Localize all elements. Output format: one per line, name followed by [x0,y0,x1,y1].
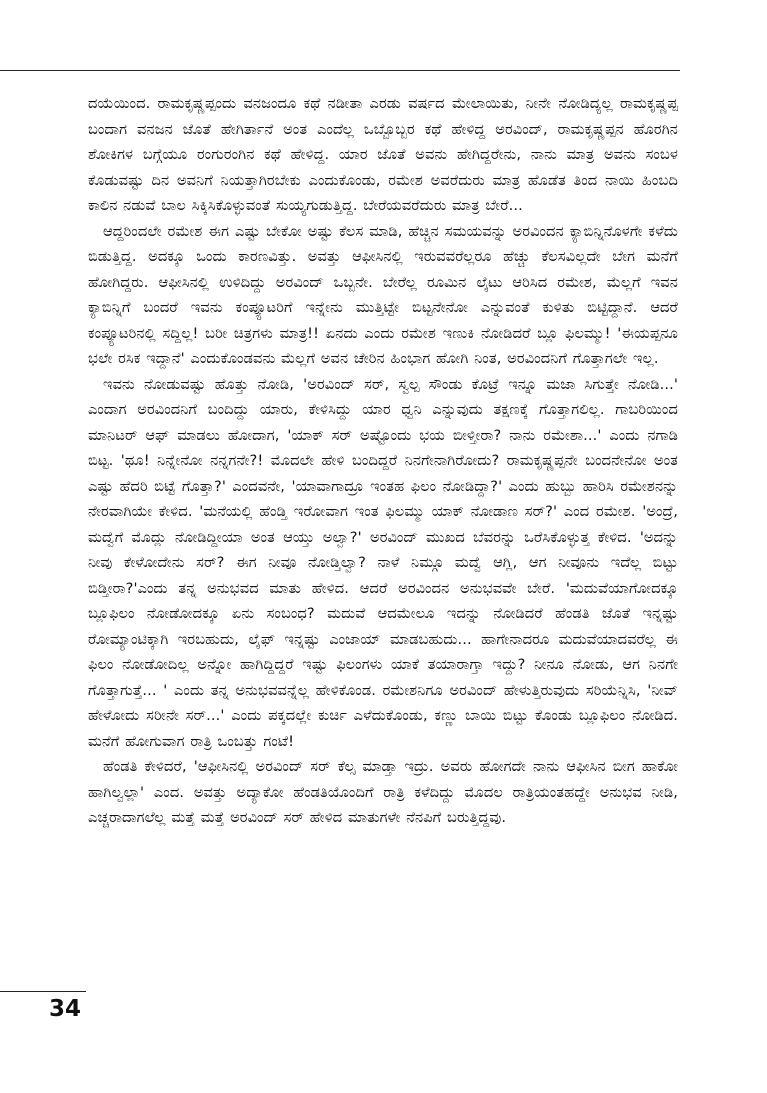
paragraph: ದಯೆಯಿಂದ. ರಾಮಕೃಷ್ಣಪ್ಪಂದು ವನಜಂದೂ ಕಥೆ ನಡೀತಾ ಎರಡು ವರ್ಷದ ಮೇಲಾಯಿತು, ನೀನೇ ನೋಡಿದ್ಯಲ್ಲ ರಾಮಕೃಷ್ಣಪ್ಪ ಬಂದಾಗ ವನಜನ ಜೊತೆ ಹೇಗಿರ್ತಾನೆ ಅಂತ ಎಂದೆಲ್ಲ ಒಬ್ಬೊಬ್ಬರ ಕಥೆ ಹೇಳಿದ್ದ ಅರವಿಂದ್, ರಾಮಕೃಷ್ಣಪ್ಪನ ಹೊರಗಿನ ಶೋಕಿಗಳ ಬಗ್ಗೆಯೂ ರಂಗುರಂಗಿನ ಕಥೆ ಹೇಳಿದ್ದ. ಯಾರ ಜೊತೆ ಅವನು ಹೇಗಿದ್ದರೇನು, ನಾನು ಮಾತ್ರ ಅವನು ಸಂಬಳ ಕೊಡುವಷ್ಟು ದಿನ ಅವನಿಗೆ ನಿಯತ್ತಾಗಿರಬೇಕು ಎಂದುಕೊಂಡು, ರಮೇಶ ಅವರೆದುರು ಮಾತ್ರ ಹೊಡೆತ ತಿಂದ ನಾಯಿ ಹಿಂಬದಿ ಕಾಲಿನ ನಡುವೆ ಬಾಲ ಸಿಕ್ಕಿಸಿಕೊಳ್ಳುವಂತೆ ಸುಯ್ಯಗುಡುತ್ತಿದ್ದ. ಬೇರೆಯವರೆದುರು ಮಾತ್ರ ಬೇರೆ... [88,95,678,214]
body-text [88,91,678,831]
paragraph: ಹೆಂಡತಿ ಕೇಳಿದರೆ, 'ಆಫೀಸಿನಲ್ಲಿ ಅರವಿಂದ್ ಸರ್ ಕೆಲ್ಸ ಮಾಡ್ತಾ ಇದ್ರು. ಅವರು ಹೋಗದೇ ನಾನು ಆಫೀಸಿನ ಬೀಗ ಹಾಕೋ ಹಾಗಿಲ್ವಲ್ಲಾ' ಎಂದ. ಅವತ್ತು ಅದ್ಯಾಕೋ ಹೆಂಡತಿಯೊಂದಿಗೆ ರಾತ್ರಿ ಕಳೆದಿದ್ದು ಮೊದಲ ರಾತ್ರಿಯಂತಹದ್ದೇ ಅನುಭವ ನೀಡಿ, ಎಚ್ಚರಾದಾಗಲೆಲ್ಲ ಮತ್ತೆ ಮತ್ತೆ ಅರವಿಂದ್ ಸರ್ ಹೇಳಿದ ಮಾತುಗಳೇ ನೆನಪಿಗೆ ಬರುತ್ತಿದ್ದವು. [88,758,678,826]
page-number: 34 [49,996,82,1022]
header-rule [0,70,680,71]
paragraph: ಆದ್ದರಿಂದಲೇ ರಮೇಶ ಈಗ ಎಷ್ಟು ಬೇಕೋ ಅಷ್ಟು ಕೆಲಸ ಮಾಡಿ, ಹೆಚ್ಚಿನ ಸಮಯವನ್ನು ಅರವಿಂದನ ಕ್ಯಾಬಿನ್ನಿನೊಳಗೇ ಕಳೆದು ಬಿಡುತ್ತಿದ್ದ. ಅದಕ್ಕೂ ಒಂದು ಕಾರಣವಿತ್ತು. ಅವತ್ತು ಆಫೀಸಿನಲ್ಲಿ ಇರುವವರೆಲ್ಲರೂ ಹೆಚ್ಚು ಕೆಲಸವಿಲ್ಲದೇ ಬೇಗ ಮನೆಗೆ ಹೋಗಿದ್ದರು. ಆಫೀಸಿನಲ್ಲಿ ಉಳಿದಿದ್ದು ಅರವಿಂದ್ ಒಬ್ಬನೇ. ಬೇರೆಲ್ಲ ರೂಮಿನ ಲೈಟು ಆರಿಸಿದ ರಮೇಶ, ಮೆಲ್ಲಗೆ ಇವನ ಕ್ಯಾಬಿನ್ನಿಗೆ ಬಂದರೆ ಇವನು ಕಂಪ್ಯೂಟರಿಗೆ ಇನ್ನೇನು ಮುತ್ತಿಟ್ಟೇ ಬಿಟ್ಟನೇನೋ ಎನ್ನುವಂತೆ ಕುಳಿತು ಬಿಟ್ಟಿದ್ದಾನೆ. ಆದರೆ ಕಂಪ್ಯೂಟರಿನಲ್ಲಿ ಸದ್ದಿಲ್ಲ! ಬರೀ ಚಿತ್ರಗಳು ಮಾತ್ರ!! ಏನದು ಎಂದು ರಮೇಶ ಇಣುಕಿ ನೋಡಿದರೆ ಬ್ಲೂ ಫಿಲಮ್ಮು! 'ಈಯಪ್ಪನೂ ಭಲೇ ರಸಿಕ ಇದ್ದಾನೆ' ಎಂದುಕೊಂಡವನು ಮೆಲ್ಲಗೆ ಅವನ ಚೇರಿನ ಹಿಂಭಾಗ ಹೋಗಿ ನಿಂತ, ಅರವಿಂದನಿಗೆ ಗೊತ್ತಾಗಲೇ ಇಲ್ಲ. [88,222,678,367]
footer-rule [0,991,86,992]
paragraph: ಇವನು ನೋಡುವಷ್ಟು ಹೊತ್ತು ನೋಡಿ, 'ಅರವಿಂದ್ ಸರ್, ಸ್ವಲ್ಪ ಸೌಂಡು ಕೊಟ್ರೆ ಇನ್ನೂ ಮಜಾ ಸಿಗುತ್ತೇ ನೋಡಿ...' ಎಂದಾಗ ಅರವಿಂದನಿಗೆ ಬಂದಿದ್ದು ಯಾರು, ಕೇಳಿಸಿದ್ದು ಯಾರ ಧ್ವನಿ ಎನ್ನುವುದು ತಕ್ಷಣಕ್ಕೆ ಗೊತ್ತಾಗಲಿಲ್ಲ. ಗಾಬರಿಯಿಂದ ಮಾನಿಟರ್ ಆಫ್ ಮಾಡಲು ಹೋದಾಗ, 'ಯಾಕ್ ಸರ್ ಅಷ್ಟೊಂದು ಭಯ ಬೀಳ್ತೀರಾ? ನಾನು ರಮೇಶಾ...' ಎಂದು ನಗಾಡಿ ಬಿಟ್ಟ. 'ಥೂ! ನಿನ್ನೇನೋ ನನ್ನಗನೇ?! ಮೊದಲೇ ಹೇಳಿ ಬಂದಿದ್ದರೆ ನಿನಗೇನಾಗಿರೋದು? ರಾಮಕೃಷ್ಣಪ್ಪನೇ ಬಂದನೇನೋ ಅಂತ ಎಷ್ಟು ಹೆದರಿ ಬಿಟ್ಟೆ ಗೊತ್ತಾ?' ಎಂದವನೇ, 'ಯಾವಾಗಾದ್ರೂ ಇಂತಹ ಫಿಲಂ ನೋಡಿದ್ದಾ?' ಎಂದು ಹುಬ್ಬು ಹಾರಿಸಿ ರಮೇಶನನ್ನು ನೇರವಾಗಿಯೇ ಕೇಳಿದ. 'ಮನೆಯಲ್ಲಿ ಹೆಂಡ್ತಿ ಇರೋವಾಗ ಇಂತ ಫಿಲಮ್ಮು ಯಾಕ್ ನೋಡಾಣ ಸರ್?' ಎಂದ ರಮೇಶ. 'ಅಂದ್ರೆ, ಮದ್ವೆಗೆ ಮೊದ್ಲು ನೋಡಿದ್ದೀಯಾ ಅಂತ ಆಯ್ತು ಅಲ್ವಾ?' ಅರವಿಂದ್ ಮುಖದ ಬೆವರನ್ನು ಒರೆಸಿಕೊಳ್ಳುತ್ತ ಕೇಳಿದ. 'ಅದನ್ನು ನೀವು ಕೇಳೋದೇನು ಸರ್? ಈಗ ನೀವೂ ನೋಡ್ತಿಲ್ವಾ? ನಾಳೆ ನಿಮ್ಗೂ ಮದ್ವೆ ಆಗ್ಲಿ, ಆಗ ನೀವೂನು ಇದೆಲ್ಲ ಬಿಟ್ಟು ಬಿಡ್ತೀರಾ?'ಎಂದು ತನ್ನ ಅನುಭವದ ಮಾತು ಹೇಳಿದ. ಆದರೆ ಅರವಿಂದನ ಅನುಭವವೇ ಬೇರೆ. 'ಮದುವೆಯಾಗೋದಕ್ಕೂ ಬ್ಲೂಫಿಲಂ ನೋಡೋದಕ್ಕೂ ಏನು ಸಂಬಂಧ? ಮದುವೆ ಆದಮೇಲೂ ಇದನ್ನು ನೋಡಿದರೆ ಹೆಂಡತಿ ಜೊತೆ ಇನ್ನಷ್ಟು ರೋಮ್ಯಾಂಟಿಕ್ಕಾಗಿ ಇರಬಹುದು, ಲೈಫ್ ಇನ್ನಷ್ಟು ಎಂಜಾಯ್ ಮಾಡಬಹುದು... ಹಾಗೇನಾದರೂ ಮದುವೆಯಾದವರೆಲ್ಲ ಈ ಫಿಲಂ ನೋಡೋದಿಲ್ಲ ಅನ್ನೋ ಹಾಗಿದ್ದಿದ್ದರೆ ಇಷ್ಟು ಫಿಲಂಗಳು ಯಾಕೆ ತಯಾರಾಗ್ತಾ ಇದ್ದು? ನೀನೂ ನೋಡು, ಆಗ ನಿನಗೇ ಗೊತ್ತಾಗುತ್ತೆ... ' ಎಂದು ತನ್ನ ಅನುಭವವನ್ನೆಲ್ಲ ಹೇಳಿಕೊಂಡ. ರಮೇಶನಿಗೂ ಅರವಿಂದ್ ಹೇಳುತ್ತಿರುವುದು ಸರಿಯೆನ್ನಿಸಿ, 'ನೀವ್ ಹೇಳೋದು ಸರೀನೇ ಸರ್...' ಎಂದು ಪಕ್ಕದಲ್ಲೇ ಕುರ್ಚಿ ಎಳೆದುಕೊಂಡು, ಕಣ್ಣು ಬಾಯಿ ಬಿಟ್ಟು ಕೊಂಡು ಬ್ಲೂಫಿಲಂ ನೋಡಿದ. ಮನೆಗೆ ಹೋಗುವಾಗ ರಾತ್ರಿ ಒಂಬತ್ತು ಗಂಟೆ! [88,375,678,750]
